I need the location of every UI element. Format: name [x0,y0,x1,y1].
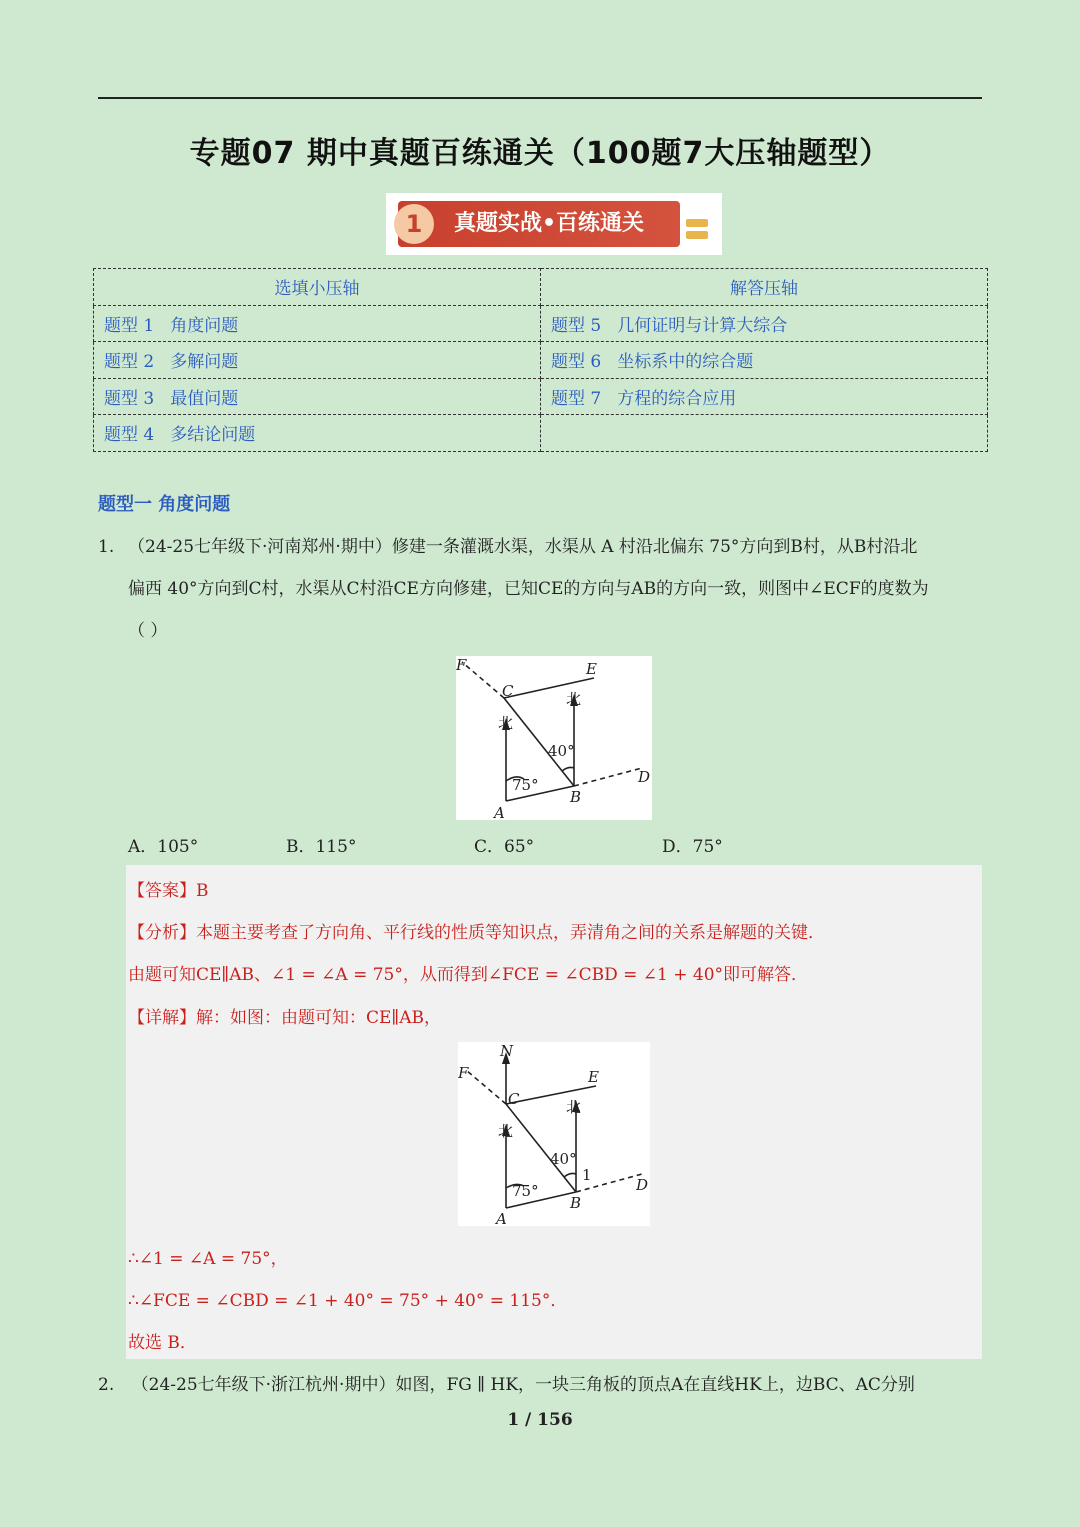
section-heading: 题型一 角度问题 [98,494,231,515]
toc-link-type3[interactable]: 题型 3 最值问题 [94,378,541,415]
label-a: A [494,804,505,820]
line-cf [466,1070,506,1104]
figure-1 [456,656,652,820]
line-bd [574,768,642,786]
option-a[interactable]: A．105° [128,837,199,857]
label-b: B [570,788,582,806]
figure-2 [458,1042,650,1226]
toc-header-left: 选填小压轴 [94,269,541,306]
page-title: 专题07 期中真题百练通关（100题7大压轴题型） [189,136,891,171]
option-c[interactable]: C．65° [474,837,535,857]
label-c: C [508,1090,520,1108]
label-b: B [570,1194,582,1212]
label-angle-1: 1 [582,1166,592,1184]
label-north: 北 [566,1098,582,1116]
label-e: E [588,1068,599,1086]
toc-link-type5[interactable]: 题型 5 几何证明与计算大综合 [541,305,988,342]
analysis-text: 【分析】本题主要考查了方向角、平行线的性质等知识点，弄清角之间的关系是解题的关键． [128,923,825,943]
line-bc [506,1104,576,1192]
toc-link-type6[interactable]: 题型 6 坐标系中的综合题 [541,342,988,379]
banner-text: 真题实战•百练通关 [454,211,645,236]
line-ce [506,1086,596,1104]
question-number: 2. [98,1375,115,1395]
label-c: C [502,682,514,700]
banner-number: 1 [394,204,434,244]
detail-step: ∴∠FCE = ∠CBD = ∠1 + 40° = 75° + 40° = 115°． [128,1291,568,1311]
toc-link-type1[interactable]: 题型 1 角度问题 [94,305,541,342]
topic-table [93,268,988,452]
header-rule [98,97,982,99]
label-f: F [456,656,467,674]
label-angle-40: 40° [550,1150,577,1168]
label-d: D [636,1176,649,1194]
label-angle-75: 75° [512,1182,539,1200]
label-a: A [496,1210,507,1226]
line-cf [462,662,504,698]
question-line: 偏西 40°方向到C村，水渠从C村沿CE方向修建，已知CE的方向与AB的方向一致，则图中∠ECF的度数为 [128,579,929,599]
question-2 [98,1370,915,1395]
analysis-text: 由题可知CE∥AB、∠1 = ∠A = 75°，从而得到∠FCE = ∠CBD = ∠1 + 40°即可解答． [128,965,809,985]
label-f: F [458,1064,469,1082]
question-line: （24-25七年级下·河南郑州·期中）修建一条灌溉水渠，水渠从 A 村沿北偏东 75°方向到B村，从B村沿北 [128,537,918,557]
label-angle-75: 75° [512,776,539,794]
detail-conclusion: 故选 B． [128,1333,197,1353]
question-number: 1. [98,537,115,557]
page-number: 1 / 156 [507,1410,573,1430]
question-line: （24-25七年级下·浙江杭州·期中）如图，FG ∥ HK，一块三角板的顶点A在直线HK上，边BC、AC分别 [131,1375,915,1395]
label-d: D [638,768,651,786]
toc-link-type2[interactable]: 题型 2 多解问题 [94,342,541,379]
label-north: 北 [566,690,582,708]
question-line: （ ） [128,621,168,641]
option-b[interactable]: B．115° [286,837,357,857]
banner-decoration [686,219,708,227]
section-banner [386,193,722,255]
toc-header-right: 解答压轴 [541,269,988,306]
detail-text: 【详解】解：如图：由题可知：CE∥AB， [128,1008,442,1028]
toc-empty-cell [541,415,988,452]
option-d[interactable]: D．75° [662,837,723,857]
label-north: 北 [498,1122,514,1140]
label-north: 北 [498,714,514,732]
toc-link-type7[interactable]: 题型 7 方程的综合应用 [541,378,988,415]
detail-step: ∴∠1 = ∠A = 75°， [128,1249,288,1269]
answer-label: 【答案】B [128,881,209,901]
label-n: N [500,1042,514,1060]
toc-link-type4[interactable]: 题型 4 多结论问题 [94,415,541,452]
label-e: E [586,660,597,678]
label-angle-40: 40° [548,742,575,760]
banner-decoration [686,231,708,239]
